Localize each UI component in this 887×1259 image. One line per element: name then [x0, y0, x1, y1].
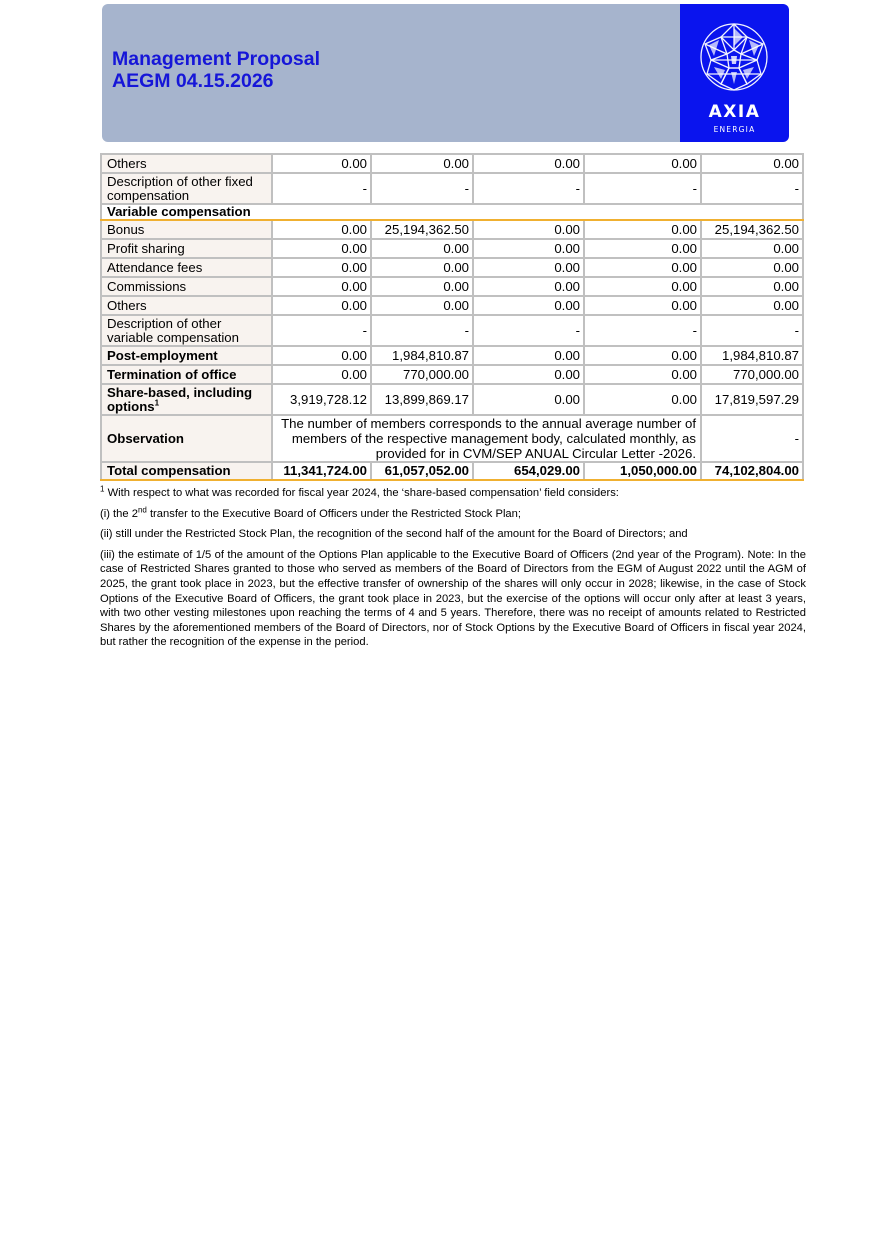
- row-label-text: Share-based, including options: [107, 384, 253, 414]
- row-label: Description of other fixed compensation: [101, 173, 272, 204]
- footnote-1: [100, 486, 806, 501]
- table-row: [101, 365, 803, 384]
- cell-value: 0.00: [584, 365, 701, 384]
- cell-value: 0.00: [272, 365, 371, 384]
- cell-value: 0.00: [701, 258, 803, 277]
- cell-value: 0.00: [701, 277, 803, 296]
- cell-value: 0.00: [701, 296, 803, 315]
- row-label: Others: [101, 296, 272, 315]
- cell-value: 0.00: [272, 239, 371, 258]
- cell-value: 0.00: [272, 277, 371, 296]
- row-label: Post-employment: [101, 346, 272, 365]
- cell-value: -: [701, 415, 803, 462]
- observation-row: [101, 415, 803, 462]
- cell-value: 25,194,362.50: [371, 220, 473, 239]
- footnote-text: With respect to what was recorded for fiscal year 2024, the ‘share-based compensation’ field considers:: [107, 487, 619, 499]
- row-label: Attendance fees: [101, 258, 272, 277]
- cell-value: -: [584, 173, 701, 204]
- cell-value: -: [701, 315, 803, 346]
- table-row: [101, 346, 803, 365]
- cell-value: 0.00: [473, 346, 584, 365]
- table-row: [101, 258, 803, 277]
- cell-value: 3,919,728.12: [272, 384, 371, 415]
- cell-value: 0.00: [584, 296, 701, 315]
- total-value: 74,102,804.00: [701, 462, 803, 480]
- total-value: 654,029.00: [473, 462, 584, 480]
- cell-value: 0.00: [473, 384, 584, 415]
- footnote-item-i: [100, 504, 806, 522]
- table-row: [101, 277, 803, 296]
- cell-value: 0.00: [584, 154, 701, 173]
- footnote-marker: 1: [154, 398, 160, 408]
- cell-value: 0.00: [584, 239, 701, 258]
- cell-value: 0.00: [371, 258, 473, 277]
- cell-value: 0.00: [473, 365, 584, 384]
- cell-value: 770,000.00: [701, 365, 803, 384]
- cell-value: -: [371, 315, 473, 346]
- cell-value: -: [272, 173, 371, 204]
- footnote-text: (i) the 2: [100, 507, 138, 520]
- cell-value: 0.00: [272, 346, 371, 365]
- cell-value: -: [473, 315, 584, 346]
- cell-value: 0.00: [473, 154, 584, 173]
- cell-value: 0.00: [272, 154, 371, 173]
- cell-value: 0.00: [272, 258, 371, 277]
- footnote-marker: 1: [100, 484, 105, 494]
- row-label: Profit sharing: [101, 239, 272, 258]
- cell-value: 0.00: [584, 384, 701, 415]
- cell-value: 17,819,597.29: [701, 384, 803, 415]
- table-row: [101, 239, 803, 258]
- cell-value: 0.00: [473, 258, 584, 277]
- table-row: [101, 220, 803, 239]
- footnote-text: transfer to the Executive Board of Officers under the Restricted Stock Plan;: [146, 507, 521, 520]
- cell-value: 0.00: [701, 154, 803, 173]
- cell-value: 25,194,362.50: [701, 220, 803, 239]
- cell-value: -: [701, 173, 803, 204]
- total-row: [101, 462, 803, 480]
- cell-value: 0.00: [473, 296, 584, 315]
- cell-value: 0.00: [473, 277, 584, 296]
- row-label: [101, 384, 272, 415]
- row-label: Total compensation: [101, 462, 272, 480]
- total-value: 61,057,052.00: [371, 462, 473, 480]
- logo-wordmark: AXIA: [708, 102, 761, 122]
- cell-value: 0.00: [371, 277, 473, 296]
- cell-value: 0.00: [584, 220, 701, 239]
- document-subtitle: AEGM 04.15.2026: [112, 70, 274, 92]
- compensation-table: [100, 153, 804, 481]
- row-label: Commissions: [101, 277, 272, 296]
- row-label: Description of other variable compensation: [101, 315, 272, 346]
- cell-value: 1,984,810.87: [371, 346, 473, 365]
- row-label: Termination of office: [101, 365, 272, 384]
- cell-value: 0.00: [473, 239, 584, 258]
- footnote-item-ii: (ii) still under the Restricted Stock Plan, the recognition of the second half of the amount for the Board of Directors; and: [100, 528, 688, 541]
- observation-text: The number of members corresponds to the annual average number of members of the respective management body, calculated monthly, as provided for in CVM/SEP ANUAL Circular Letter -2026.: [272, 415, 701, 462]
- total-value: 11,341,724.00: [272, 462, 371, 480]
- logo-subtext: ENERGIA: [713, 125, 756, 134]
- cell-value: -: [473, 173, 584, 204]
- section-header-row: [101, 204, 803, 220]
- cell-value: 0.00: [584, 258, 701, 277]
- cell-value: -: [272, 315, 371, 346]
- cell-value: 0.00: [371, 154, 473, 173]
- cell-value: 0.00: [473, 220, 584, 239]
- cell-value: 0.00: [371, 296, 473, 315]
- cell-value: 0.00: [371, 239, 473, 258]
- cell-value: 0.00: [584, 346, 701, 365]
- row-label: Bonus: [101, 220, 272, 239]
- header-band: [102, 4, 680, 142]
- cell-value: 0.00: [701, 239, 803, 258]
- total-value: 1,050,000.00: [584, 462, 701, 480]
- footnote-item-iii: (iii) the estimate of 1/5 of the amount of the Options Plan applicable to the Executive Board of Officers (2nd year of the Program). Note: In the case of Restricted Shares granted to those who served as members of the Board of Directors from the EGM of August 2022 until the AGM of 2025, the grant took place in 2023, but the effective transfer of ownership of the shares will only occur in 2028; likewise, in the case of Stock Options of the Executive Board of Officers, the grant took place in 2023, but the exercise of the options will occur only after at least 3 years, with two other vesting milestones upon reaching the terms of 4 and 5 years. Therefore, there was no receipt of amounts related to Restricted Shares by the aforementioned members of the Board of Directors, nor of Stock Options by the Executive Board of Officers in fiscal year 2024, but rather the recognition of the expense in the period.: [100, 548, 806, 649]
- cell-value: 770,000.00: [371, 365, 473, 384]
- document-title: Management Proposal: [112, 48, 321, 70]
- row-label: Others: [101, 154, 272, 173]
- section-title: Variable compensation: [101, 204, 803, 220]
- table-row: [101, 173, 803, 204]
- cell-value: 0.00: [272, 296, 371, 315]
- cell-value: -: [371, 173, 473, 204]
- cell-value: 13,899,869.17: [371, 384, 473, 415]
- cell-value: 0.00: [584, 277, 701, 296]
- cell-value: -: [584, 315, 701, 346]
- footnotes: [100, 486, 806, 656]
- cell-value: 0.00: [272, 220, 371, 239]
- globe-icon: [699, 22, 769, 92]
- row-label: Observation: [101, 415, 272, 462]
- table-row: [101, 296, 803, 315]
- cell-value: 1,984,810.87: [701, 346, 803, 365]
- table-row: [101, 384, 803, 415]
- ordinal-suffix: nd: [137, 504, 147, 514]
- table-row: [101, 315, 803, 346]
- table-row: [101, 154, 803, 173]
- company-logo: [680, 4, 789, 142]
